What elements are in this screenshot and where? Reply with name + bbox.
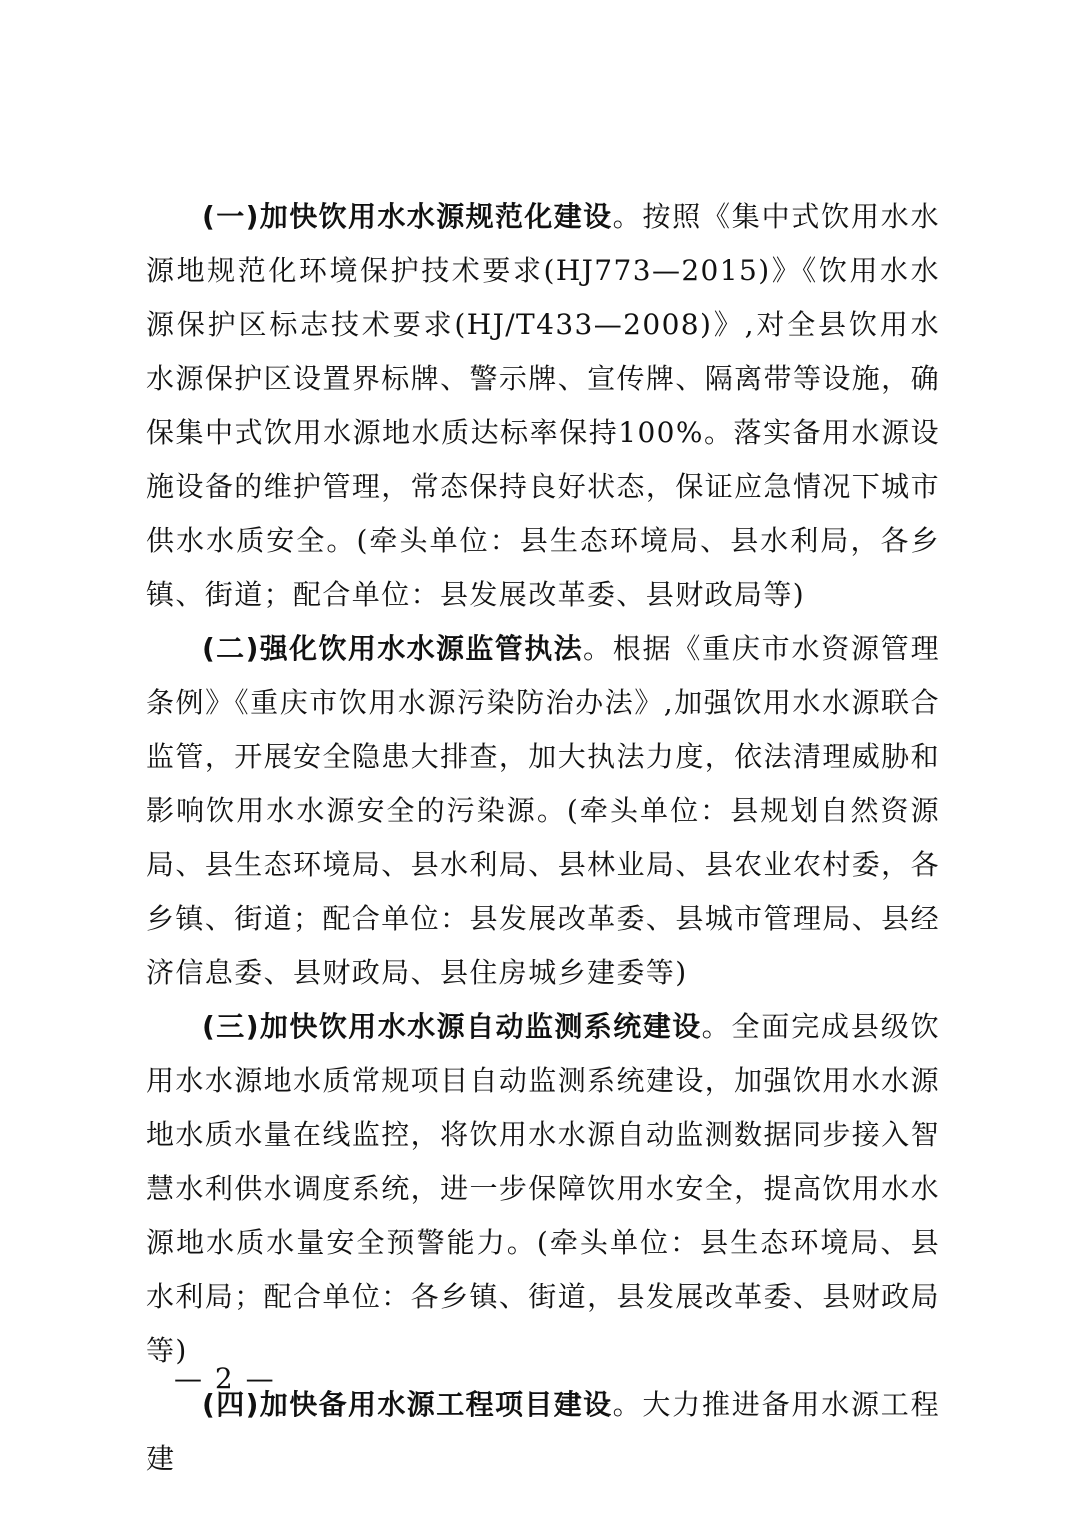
section-paragraph-1 <box>146 190 940 622</box>
section-body-4: 。大力推进备用水源工程建 <box>146 1388 940 1475</box>
section-heading-4: (四)加快备用水源工程项目建设 <box>202 1388 613 1421</box>
document-body <box>146 190 940 1486</box>
section-body-1: 。按照《集中式饮用水水源地规范化环境保护技术要求(HJ773—2015)》《饮用水水源保护区标志技术要求(HJ/T433—2008)》,对全县饮用水水源保护区设置界标牌、警示牌、宣传牌、隔离带等设施，确保集中式饮用水源地水质达标率保持100%。落实备用水源设施设备的维护管理，常态保持良好状态，保证应急情况下城市供水水质安全。(牵头单位：县生态环境局、县水利局，各乡镇、街道；配合单位：县发展改革委、县财政局等) <box>146 200 940 611</box>
section-body-2: 。根据《重庆市水资源管理条例》《重庆市饮用水源污染防治办法》,加强饮用水水源联合监管，开展安全隐患大排查，加大执法力度，依法清理威胁和影响饮用水水源安全的污染源。(牵头单位：县规划自然资源局、县生态环境局、县水利局、县林业局、县农业农村委，各乡镇、街道；配合单位：县发展改革委、县城市管理局、县经济信息委、县财政局、县住房城乡建委等) <box>146 632 940 989</box>
section-body-3: 。全面完成县级饮用水水源地水质常规项目自动监测系统建设，加强饮用水水源地水质水量在线监控，将饮用水水源自动监测数据同步接入智慧水利供水调度系统，进一步保障饮用水安全，提高饮用水水源地水质水量安全预警能力。(牵头单位：县生态环境局、县水利局；配合单位：各乡镇、街道，县发展改革委、县财政局等) <box>146 1010 940 1367</box>
section-heading-1: (一)加快饮用水水源规范化建设 <box>202 200 613 233</box>
section-heading-3: (三)加快饮用水水源自动监测系统建设 <box>202 1010 702 1043</box>
page-number: — 2 — <box>174 1362 276 1395</box>
section-paragraph-2 <box>146 622 940 1000</box>
section-heading-2: (二)强化饮用水水源监管执法 <box>202 632 583 665</box>
section-paragraph-3 <box>146 1000 940 1378</box>
